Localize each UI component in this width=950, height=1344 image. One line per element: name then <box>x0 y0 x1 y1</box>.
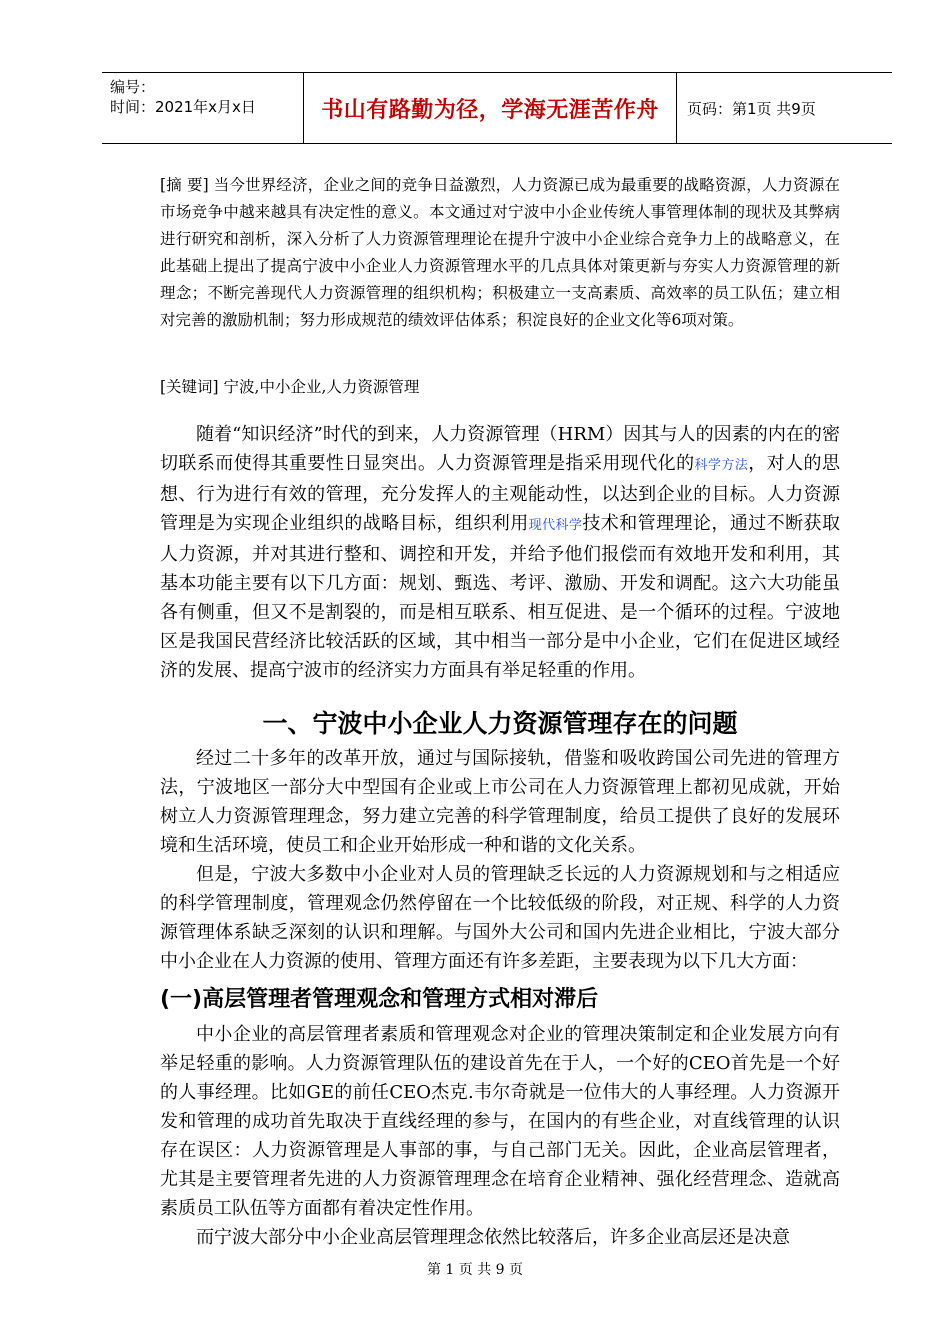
page-footer: 第 1 页 共 9 页 <box>426 1262 524 1278</box>
section2-heading: (一)高层管理者管理观念和管理方式相对滞后 <box>160 987 599 1012</box>
section1-body <box>160 744 840 976</box>
keywords <box>160 374 840 401</box>
section1-paragraph: 经过二十多年的改革开放，通过与国际接轨，借鉴和吸收跨国公司先进的管理方法，宁波地区一部分大中型国有企业或上市公司在人力资源管理上都初见成就，开始树立人力资源管理理念，努力建立完善的科学管理制度，给员工提供了良好的发展环境和生活环境，使员工和企业开始形成一种和谐的文化关系。 <box>160 748 840 856</box>
section2-paragraph: 中小企业的高层管理者素质和管理观念对企业的管理决策制定和企业发展方向有举足轻重的影响。人力资源管理队伍的建设首先在于人，一个好的CEO首先是一个好的人事经理。比如GE的前任CEO杰克.韦尔奇就是一位伟大的人事经理。人力资源开发和管理的成功首先取决于直线经理的参与，在国内的有些企业，对直线管理的认识存在误区：人力资源管理是人事部的事，与自己部门无关。因此，企业高层管理者，尤其是主要管理者先进的人力资源管理理念在培育企业精神、强化经营理念、造就高素质员工队伍等方面都有着决定性作用。 <box>160 1024 840 1219</box>
section1-paragraph: 但是，宁波大多数中小企业对人员的管理缺乏长远的人力资源规划和与之相适应的科学管理制度，管理观念仍然停留在一个比较低级的阶段，对正规、科学的人力资源管理体系缺乏深刻的认识和理解。与国外大公司和国内先进企业相比，宁波大部分中小企业在人力资源的使用、管理方面还有许多差距，主要表现为以下几大方面： <box>160 864 840 972</box>
number-label: 编号： <box>110 78 156 96</box>
section2-paragraph: 而宁波大部分中小企业高层管理理念依然比较落后，许多企业高层还是决意 <box>196 1227 790 1248</box>
section2-body <box>160 1020 840 1252</box>
abstract-text: 当今世界经济，企业之间的竞争日益激烈，人力资源已成为最重要的战略资源，人力资源在市场竞争中越来越具有决定性的意义。本文通过对宁波中小企业传统人事管理体制的现状及其弊病进行研究和剖析，深入分析了人力资源管理理论在提升宁波中小企业综合竞争力上的战略意义，在此基础上提出了提高宁波中小企业人力资源管理水平的几点具体对策更新与夯实人力资源管理的新理念；不断完善现代人力资源管理的组织机构；积极建立一支高素质、高效率的员工队伍；建立相对完善的激励机制；努力形成规范的绩效评估体系；积淀良好的企业文化等6项对策。 <box>160 176 840 329</box>
intro-part3: 技术和管理理论，通过不断获取人力资源，并对其进行整和、调控和开发，并给予他们报偿而有效地开发和利用，其基本功能主要有以下几方面：规划、甄选、考评、激励、开发和调配。这六大功能虽各有侧重，但又不是割裂的，而是相互联系、相互促进、是一个循环的过程。宁波地区是我国民营经济比较活跃的区域，其中相当一部分是中小企业，它们在促进区域经济的发展、提高宁波市的经济实力方面具有举足轻重的作用。 <box>160 513 840 681</box>
keywords-label: [关键词] <box>160 378 219 396</box>
intro-part2: ，对人的思想、行为进行有效的管理，充分发挥人的主观能动性，以达到企业的目标。人力资源管理是为实现企业组织的战略目标，组织利用 <box>160 453 840 534</box>
header-motto: 书山有路勤为径，学海无涯苦作舟 <box>304 73 677 143</box>
header-page-info: 页码：第1页 共9页 <box>687 99 816 118</box>
document-header <box>102 72 892 144</box>
section1-heading: 一、宁波中小企业人力资源管理存在的问题 <box>262 709 738 738</box>
intro-paragraph <box>160 420 840 685</box>
link-science-method[interactable]: 科学方法 <box>694 458 749 473</box>
time-label: 时间：2021年x月x日 <box>110 98 256 116</box>
abstract <box>160 172 840 334</box>
intro-part1: 随着“知识经济”时代的到来，人力资源管理（HRM）因其与人的因素的内在的密切联系而使得其重要性日显突出。人力资源管理是指采用现代化的 <box>160 424 840 474</box>
link-modern-science[interactable]: 现代科学 <box>528 518 583 533</box>
keywords-text: 宁波,中小企业,人力资源管理 <box>223 378 420 396</box>
abstract-label: [摘 要] <box>160 176 209 194</box>
header-meta-cell <box>102 73 304 143</box>
